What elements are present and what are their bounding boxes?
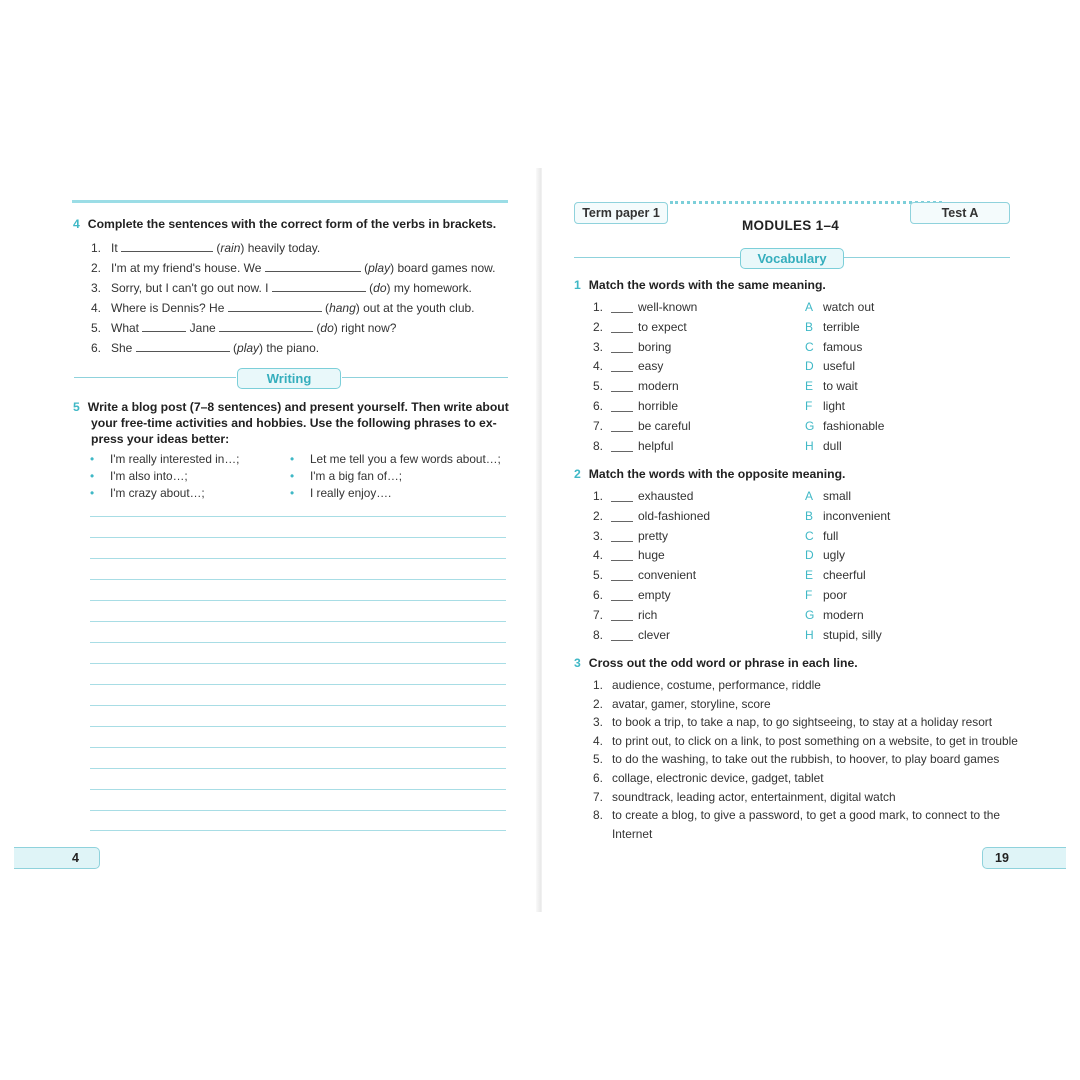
answer-blank[interactable] xyxy=(611,431,633,432)
answer-blank[interactable] xyxy=(611,640,633,641)
header-dots xyxy=(670,201,942,205)
task-number: 3 xyxy=(574,656,581,670)
writing-line xyxy=(90,642,506,643)
task-2-match-list xyxy=(593,487,993,645)
answer-blank[interactable] xyxy=(611,521,633,522)
phrase-list-right xyxy=(290,451,501,502)
task-1-match-list xyxy=(593,298,993,456)
match-row: 2. old-fashioned B inconvenient xyxy=(593,508,891,523)
writing-line xyxy=(90,579,506,580)
task-text: Match the words with the opposite meaning. xyxy=(588,467,846,481)
match-row: 1. exhausted A small xyxy=(593,489,852,503)
answer-blank[interactable] xyxy=(611,600,633,601)
task-text: Write a blog post (7–8 sentences) and present yourself. Then write about your free-time activities and hobbies. Use the following phrases to ex-press your ideas better: xyxy=(87,400,509,446)
writing-line xyxy=(90,600,506,601)
vocabulary-section-header xyxy=(574,248,1010,268)
writing-line xyxy=(90,663,506,664)
answer-blank[interactable] xyxy=(219,320,313,332)
writing-line xyxy=(90,558,506,559)
answer-blank[interactable] xyxy=(611,371,633,372)
page-number: 19 xyxy=(982,847,1066,869)
answer-blank[interactable] xyxy=(121,240,213,252)
answer-blank[interactable] xyxy=(272,280,366,292)
match-row: 7. be careful G fashionable xyxy=(593,418,885,433)
list-item: 4. to print out, to click on a link, to post something on a website, to get in trouble xyxy=(593,733,1018,748)
match-row: 5. convenient E cheerful xyxy=(593,568,866,583)
writing-line xyxy=(90,810,506,811)
answer-blank[interactable] xyxy=(136,340,230,352)
task-number: 5 xyxy=(73,400,80,414)
writing-line xyxy=(90,768,506,769)
list-item: 3. to book a trip, to take a nap, to go sightseeing, to stay at a holiday resort xyxy=(593,715,993,730)
list-item: 5. What Jane (do) right now? xyxy=(91,321,397,335)
writing-line xyxy=(90,537,506,538)
page-title: MODULES 1–4 xyxy=(742,218,840,233)
match-row: 6. empty F poor xyxy=(593,587,848,602)
task-3-list xyxy=(593,676,1033,843)
task-1-instruction xyxy=(574,277,1014,293)
phrase-item: • I'm really interested in…; xyxy=(90,451,239,468)
writing-line xyxy=(90,789,506,790)
match-row: 4. easy D useful xyxy=(593,359,856,374)
writing-line xyxy=(90,705,506,706)
answer-blank[interactable] xyxy=(611,580,633,581)
list-item: 5. to do the washing, to take out the rubbish, to hoover, to play board games xyxy=(593,752,1000,767)
match-row: 2. to expect B terrible xyxy=(593,319,860,334)
list-item: 2. avatar, gamer, storyline, score xyxy=(593,696,771,711)
list-item: 6. collage, electronic device, gadget, tablet xyxy=(593,770,824,785)
writing-section-header xyxy=(74,368,508,388)
list-item: 1. It (rain) heavily today. xyxy=(91,241,321,255)
list-item: 8. to create a blog, to give a password, to get a good mark, to connect to the Internet xyxy=(593,808,1001,841)
task-5-instruction xyxy=(73,399,513,447)
answer-blank[interactable] xyxy=(611,541,633,542)
answer-blank[interactable] xyxy=(611,352,633,353)
match-row: 4. huge D ugly xyxy=(593,548,846,563)
match-row: 1. well-known A watch out xyxy=(593,300,875,314)
list-item: 2. I'm at my friend's house. We (play) board games now. xyxy=(91,261,496,275)
writing-line xyxy=(90,684,506,685)
writing-line xyxy=(90,830,506,831)
section-title: Writing xyxy=(237,368,341,389)
answer-blank[interactable] xyxy=(611,391,633,392)
task-number: 1 xyxy=(574,278,581,292)
answer-blank[interactable] xyxy=(142,320,186,332)
phrase-list-left xyxy=(90,451,239,502)
list-item: 1. audience, costume, performance, riddle xyxy=(593,678,821,692)
answer-blank[interactable] xyxy=(611,451,633,452)
page-number: 4 xyxy=(14,847,100,869)
phrase-item: • I'm crazy about…; xyxy=(90,485,239,502)
writing-line xyxy=(90,747,506,748)
task-4-list xyxy=(91,238,511,358)
answer-blank[interactable] xyxy=(611,560,633,561)
task-number: 2 xyxy=(574,467,581,481)
match-row: 6. horrible F light xyxy=(593,398,846,413)
top-rule xyxy=(72,200,508,203)
match-row: 3. pretty C full xyxy=(593,528,839,543)
list-item: 3. Sorry, but I can't go out now. I (do) my homework. xyxy=(91,281,472,295)
task-number: 4 xyxy=(73,217,80,231)
answer-blank[interactable] xyxy=(611,501,633,502)
phrase-item: • I really enjoy…. xyxy=(290,485,501,502)
phrase-item: • I'm a big fan of…; xyxy=(290,468,501,485)
task-text: Match the words with the same meaning. xyxy=(588,278,826,292)
answer-blank[interactable] xyxy=(611,332,633,333)
task-text: Cross out the odd word or phrase in each line. xyxy=(588,656,858,670)
answer-blank[interactable] xyxy=(265,260,361,272)
term-paper-tab: Term paper 1 xyxy=(574,202,668,224)
list-item: 4. Where is Dennis? He (hang) out at the youth club. xyxy=(91,301,475,315)
test-label-tab: Test A xyxy=(910,202,1010,224)
match-row: 5. modern E to wait xyxy=(593,379,858,394)
left-page xyxy=(0,168,538,912)
match-row: 8. clever H stupid, silly xyxy=(593,627,882,642)
list-item: 7. soundtrack, leading actor, entertainment, digital watch xyxy=(593,789,896,804)
list-item: 6. She (play) the piano. xyxy=(91,341,320,355)
writing-line xyxy=(90,516,506,517)
task-3-instruction xyxy=(574,655,1014,671)
answer-blank[interactable] xyxy=(611,620,633,621)
writing-line xyxy=(90,726,506,727)
task-text: Complete the sentences with the correct form of the verbs in brackets. xyxy=(87,217,497,231)
task-4-instruction xyxy=(73,216,513,232)
phrase-item: • Let me tell you a few words about…; xyxy=(290,451,501,468)
section-title: Vocabulary xyxy=(740,248,844,269)
answer-blank[interactable] xyxy=(611,312,633,313)
answer-blank[interactable] xyxy=(228,300,322,312)
task-2-instruction xyxy=(574,466,1014,482)
writing-line xyxy=(90,621,506,622)
right-page xyxy=(542,168,1080,912)
answer-blank[interactable] xyxy=(611,411,633,412)
match-row: 3. boring C famous xyxy=(593,339,863,354)
match-row: 8. helpful H dull xyxy=(593,438,842,453)
phrase-item: • I'm also into…; xyxy=(90,468,239,485)
match-row: 7. rich G modern xyxy=(593,607,864,622)
